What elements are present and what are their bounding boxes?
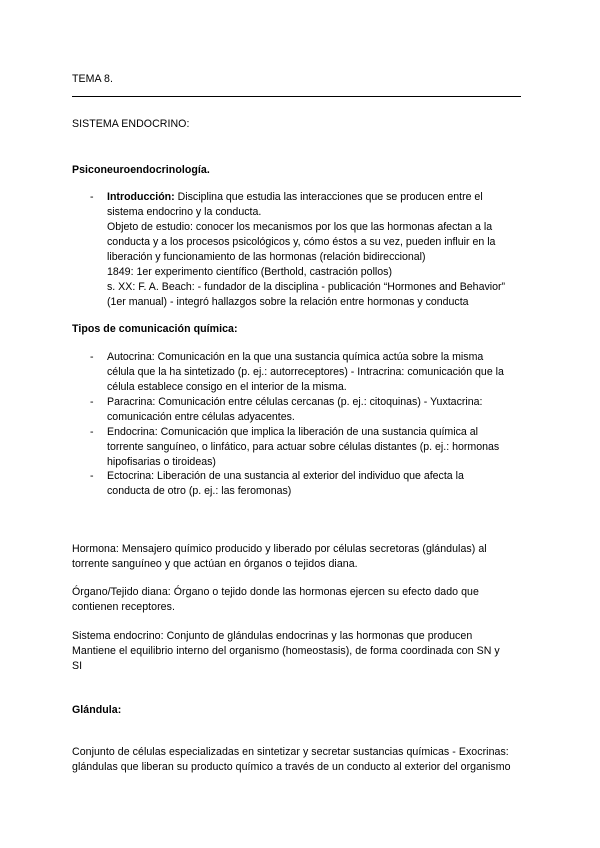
- definition-sistema-endocrino: [72, 629, 500, 674]
- list-item-line: Endocrina: Comunicación que implica la liberación de una sustancia química al: [107, 426, 478, 438]
- definition-line: Sistema endocrino: Conjunto de glándulas endocrinas y las hormonas que producen: [72, 630, 473, 642]
- list-bullet: -: [90, 470, 94, 482]
- definition-line: SI: [72, 660, 83, 672]
- paragraph-line: glándulas que liberan su producto químico a través de un conducto al exterior del organismo: [72, 761, 511, 773]
- list-bullet: -: [90, 191, 94, 203]
- list-item-line: conducta de otro (p. ej.: las feromonas): [107, 485, 292, 497]
- definition-line: contienen receptores.: [72, 601, 175, 613]
- horizontal-rule: [72, 96, 521, 97]
- intro-line: liberación y funcionamiento de las hormonas (relación bidireccional): [107, 251, 426, 263]
- list-item-autocrina: [107, 350, 504, 395]
- system-title: SISTEMA ENDOCRINO:: [72, 118, 190, 130]
- intro-first-line: [107, 190, 505, 205]
- definition-line: Mantiene el equilibrio interno del organismo (homeostasis), de forma coordinada con SN y: [72, 645, 500, 657]
- definition-line: Hormona: Mensajero químico producido y liberado por células secretoras (glándulas) al: [72, 543, 487, 555]
- list-item-paracrina: [107, 395, 482, 425]
- list-item-line: torrente sanguíneo, o linfático, para actuar sobre células distantes (p. ej.: hormonas: [107, 441, 500, 453]
- section-title-comunicacion-quimica: Tipos de comunicación química:: [72, 323, 238, 335]
- list-item-line: Paracrina: Comunicación entre células cercanas (p. ej.: citoquinas) - Yuxtacrina:: [107, 396, 483, 408]
- list-item-line: hipofisarias o tiroideas): [107, 456, 216, 468]
- list-item-endocrina: [107, 425, 499, 470]
- intro-line: conducta y a los procesos psicológicos y, cómo éstos a su vez, pueden influir en la: [107, 236, 496, 248]
- intro-line: s. XX: F. A. Beach: - fundador de la disciplina - publicación “Hormones and Behavior”: [107, 281, 506, 293]
- intro-label: Introducción:: [107, 191, 175, 203]
- definition-hormona: [72, 542, 487, 572]
- list-item-line: célula que la ha sintetizado (p. ej.: autorreceptores) - Intracrina: comunicación que la: [107, 366, 504, 378]
- intro-list-item: [107, 190, 505, 310]
- paragraph-line: Conjunto de células especializadas en sintetizar y secretar sustancias químicas - Exocrinas:: [72, 746, 509, 758]
- definition-organo-diana: [72, 585, 479, 615]
- glandula-paragraph: [72, 745, 511, 775]
- intro-line: sistema endocrino y la conducta.: [107, 206, 262, 218]
- list-bullet: -: [90, 351, 94, 363]
- list-bullet: -: [90, 396, 94, 408]
- definition-line: torrente sanguíneo y que actúan en órganos o tejidos diana.: [72, 558, 358, 570]
- intro-line: Objeto de estudio: conocer los mecanismos por los que las hormonas afectan a la: [107, 221, 493, 233]
- list-item-line: comunicación entre células adyacentes.: [107, 411, 295, 423]
- intro-text: Disciplina que estudia las interacciones que se producen entre el: [174, 191, 483, 203]
- list-item-line: Autocrina: Comunicación en la que una sustancia química actúa sobre la misma: [107, 351, 484, 363]
- list-item-line: Ectocrina: Liberación de una sustancia al exterior del individuo que afecta la: [107, 470, 464, 482]
- list-item-line: célula establece consigo en el interior de la misma.: [107, 381, 347, 393]
- topic-number: TEMA 8.: [72, 73, 113, 85]
- section-title-glandula: Glándula:: [72, 704, 122, 716]
- list-bullet: -: [90, 426, 94, 438]
- intro-line: (1er manual) - integró hallazgos sobre la relación entre hormonas y conducta: [107, 296, 469, 308]
- section-title-psiconeuroendocrinologia: Psiconeuroendocrinología.: [72, 164, 210, 176]
- definition-line: Órgano/Tejido diana: Órgano o tejido donde las hormonas ejercen su efecto dado que: [72, 586, 479, 598]
- intro-line: 1849: 1er experimento científico (Berthold, castración pollos): [107, 266, 393, 278]
- list-item-ectocrina: [107, 469, 464, 499]
